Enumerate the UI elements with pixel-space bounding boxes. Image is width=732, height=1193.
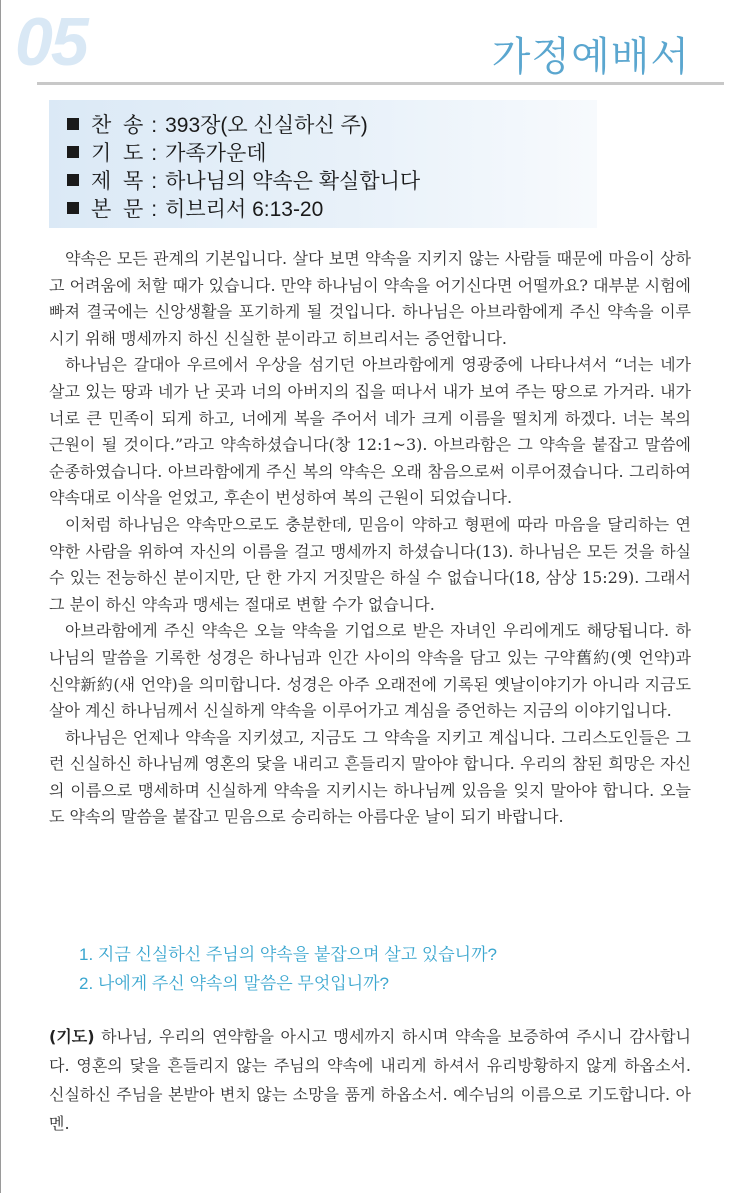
square-bullet-icon [67, 174, 79, 186]
prayer-text: 하나님, 우리의 연약함을 아시고 맹세까지 하시며 약속을 보증하여 주시니 감사합니다. 영혼의 닻을 흔들리지 않는 주님의 약속에 내리게 하셔서 유리방황하지 않게 하옵소서. 신실하신 주님을 본받아 변치 않는 소망을 품게 하옵소서. 예수님의 이름으로 기도합니다. 아멘. [49, 1027, 691, 1133]
square-bullet-icon [67, 118, 79, 130]
reflection-questions [79, 940, 497, 998]
paragraph: 하나님은 언제나 약속을 지키셨고, 지금도 그 약속을 지키고 계십니다. 그리스도인들은 그런 신실하신 하나님께 영혼의 닻을 내리고 흔들리지 말아야 합니다. 우리의 참된 희망은 자신의 이름으로 맹세하며 신실하게 약속을 지키시는 하나님께 있음을 잊지 말아야 합니다. 오늘도 약속의 말씀을 붙잡고 믿음으로 승리하는 아름다운 날이 되기 바랍니다. [49, 727, 691, 827]
day-number: 05 [15, 4, 87, 80]
paragraph: 하나님은 갈대아 우르에서 우상을 섬기던 아브라함에게 영광중에 나타나셔서 “너는 네가 살고 있는 땅과 네가 난 곳과 너의 아버지의 집을 떠나서 내가 보여 주는 땅으로 가거라. 내가 너로 큰 민족이 되게 하고, 너에게 복을 주어서 네가 크게 이름을 떨치게 하겠다. 너는 복의 근원이 될 것이다.”라고 약속하셨습니다(창 12:1~3). 아브라함은 그 약속을 붙잡고 말씀에 순종하였습니다. 아브라함에게 주신 복의 약속은 오래 참음으로써 이루어졌습니다. 그리하여 약속대로 이삭을 얻었고, 후손이 번성하여 복의 근원이 되었습니다. [49, 355, 691, 508]
square-bullet-icon [67, 202, 79, 214]
info-label: 제 목 [91, 170, 144, 193]
paragraph: 이처럼 하나님은 약속만으로도 충분한데, 믿음이 약하고 형편에 따라 마음을 달리하는 연약한 사람을 위하여 자신의 이름을 걸고 맹세까지 하셨습니다(13). 하나님은 모든 것을 하실 수 있는 전능하신 분이지만, 단 한 가지 거짓말은 하실 수 없습니다(18, 삼상 15:29). 그래서 그 분이 하신 약속과 맹세는 절대로 변할 수가 없습니다. [49, 514, 691, 614]
question-item: 2. 나에게 주신 약속의 말씀은 무엇입니까? [79, 974, 389, 993]
info-value: 히브리서 6:13-20 [165, 198, 324, 221]
page-title: 가정예배서 [491, 34, 690, 80]
closing-prayer [49, 1022, 691, 1138]
info-value: 393장(오 신실하신 주) [165, 114, 368, 137]
info-row-scripture: 본 문 : 히브리서 6:13-20 [67, 196, 323, 224]
info-label: 찬 송 [91, 114, 144, 137]
paragraph: 약속은 모든 관계의 기본입니다. 살다 보면 약속을 지키지 않는 사람들 때문에 마음이 상하고 어려움에 처할 때가 있습니다. 만약 하나님이 약속을 어기신다면 어떨까요? 대부분 시험에 빠져 결국에는 신앙생활을 포기하게 될 것입니다. 하나님은 아브라함에게 주신 약속을 이루시기 위해 맹세까지 하신 신실한 분이라고 히브리서는 증언합니다. [49, 249, 691, 348]
info-label: 본 문 [91, 198, 144, 221]
info-row-hymn: 찬 송 : 393장(오 신실하신 주) [67, 112, 368, 140]
info-value: 가족가운데 [165, 142, 267, 165]
info-label: 기 도 [91, 142, 144, 165]
info-row-title: 제 목 : 하나님의 약속은 확실합니다 [67, 168, 420, 196]
title-divider [37, 82, 724, 85]
info-value: 하나님의 약속은 확실합니다 [165, 170, 421, 193]
square-bullet-icon [67, 146, 79, 158]
paragraph: 아브라함에게 주신 약속은 오늘 약속을 기업으로 받은 자녀인 우리에게도 해당됩니다. 하나님의 말씀을 기록한 성경은 하나님과 인간 사이의 약속을 담고 있는 구약舊約(옛 언약)과 신약新約(새 언약)을 의미합니다. 성경은 아주 오래전에 기록된 옛날이야기가 아니라 지금도 살아 계신 하나님께서 신실하게 약속을 이루어가고 계심을 증언하는 지금의 이야기입니다. [49, 621, 691, 721]
question-item: 1. 지금 신실하신 주님의 약속을 붙잡으며 살고 있습니까? [79, 945, 497, 964]
prayer-label: (기도) [49, 1027, 95, 1046]
info-row-prayer: 기 도 : 가족가운데 [67, 140, 267, 168]
sermon-body [49, 246, 691, 831]
